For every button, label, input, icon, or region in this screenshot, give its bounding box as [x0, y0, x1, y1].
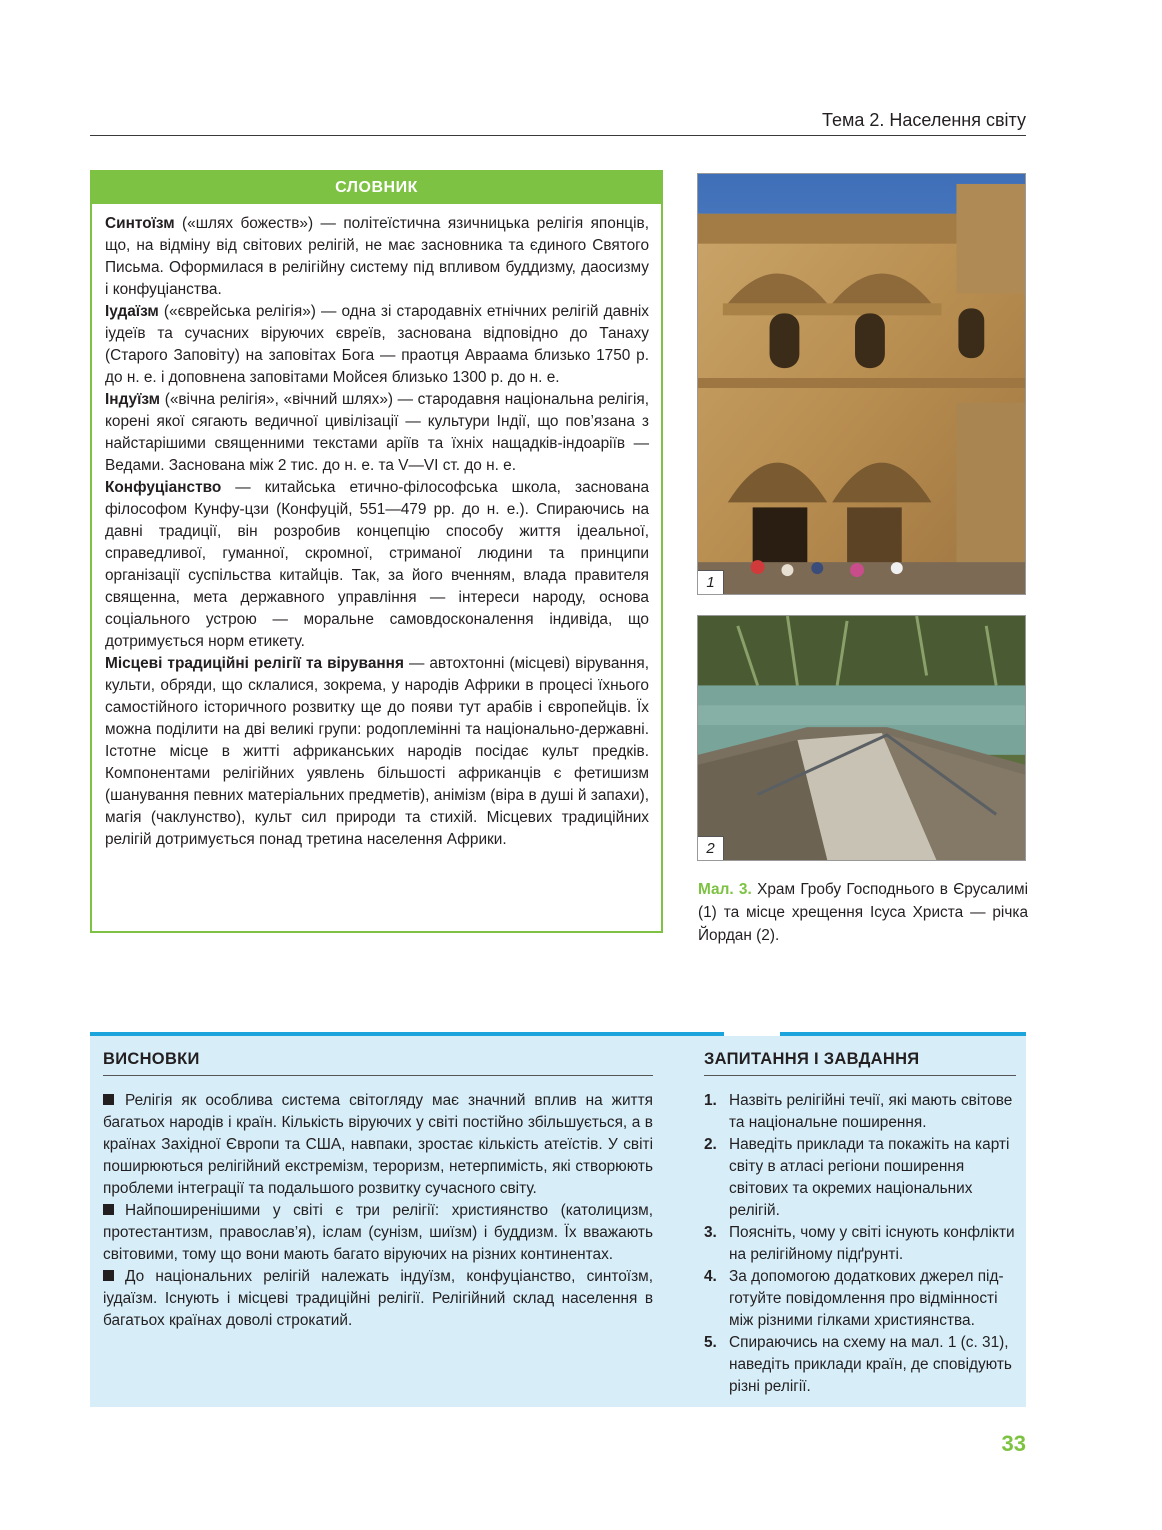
panel-divider-gap [724, 1032, 780, 1036]
conclusion-item [103, 1266, 653, 1332]
glossary-entry-shinto [105, 213, 649, 301]
glossary-box [90, 170, 663, 933]
question-text: Спираючись на схему на мал. 1 (с. 31), наведіть приклади країн, де сповідують різні релігії. [729, 1334, 1012, 1395]
conclusions-section [103, 1050, 653, 1332]
question-number: 3. [704, 1224, 717, 1241]
church-facade-image [698, 174, 1025, 594]
glossary-definition: («єврейська релігія») — одна зі стародавніх етнічних релігій давніх іудеїв та сучасних віруючих євреїв, заснована відповідно до Танаху (Старого Заповіту) на заповітах Бога — праотця Авраама близько 1750 р. до н. е. і доповнена заповітами Мойсея близько 1300 р. до н. е. [105, 303, 649, 386]
conclusion-text: Релігія як особлива система світогляду має значний вплив на життя багатьох народів і країн. Кількість віруючих у світі постійно збільшується, а в країнах Західної Європи та США, навпаки, зростає кількість атеїстів. У світі поширюються релігійний екстремізм, тероризм, нетерпимість, які створюють проблеми інтеграції та подальшого розвитку сучасного світу. [103, 1092, 653, 1197]
question-item [704, 1090, 1016, 1134]
conclusion-text: До національних релігій належать індуїзм, конфуціанство, синтоїзм, іудаїзм. Існують і місцеві традиційні релігії. Релігійний склад населення в багатьох країнах доволі строкатий. [103, 1268, 653, 1329]
glossary-entry-confucianism [105, 477, 649, 653]
glossary-definition: («вічна релігія», «вічний шлях») — стародавня національна релігія, корені якої сягають ведичної цивілізації — культури Індії, що пов’язана з найстарішими священними текстами аріїв та їхніх нащадків-індоаріїв — Ведами. Заснована між 2 тис. до н. е. та V—VI ст. до н. е. [105, 391, 649, 474]
glossary-title: СЛОВНИК [92, 172, 661, 204]
questions-section [704, 1050, 1016, 1398]
square-bullet-icon [103, 1204, 114, 1215]
questions-title: ЗАПИТАННЯ І ЗАВДАННЯ [704, 1050, 1016, 1076]
glossary-body [92, 204, 661, 851]
photo-holy-sepulchre [697, 173, 1026, 595]
summary-panel [90, 1032, 1026, 1407]
glossary-term: Іудаїзм [105, 303, 159, 320]
question-number: 5. [704, 1334, 717, 1351]
question-number: 1. [704, 1092, 717, 1109]
photo-jordan-river [697, 615, 1026, 861]
glossary-term: Синтоїзм [105, 215, 175, 232]
question-text: За допомогою додаткових джерел підготуйте повідомлення про відмінності між різними гілками християнства. [729, 1268, 1004, 1329]
glossary-entry-hinduism [105, 389, 649, 477]
question-item [704, 1266, 1016, 1332]
conclusions-body [103, 1090, 653, 1332]
conclusions-title: ВИСНОВКИ [103, 1050, 653, 1076]
glossary-term: Індуїзм [105, 391, 161, 408]
caption-label: Мал. 3. [698, 881, 752, 898]
photo-number-label: 2 [698, 836, 724, 860]
photo-number-label: 1 [698, 570, 724, 594]
running-header [90, 110, 1026, 136]
question-item [704, 1332, 1016, 1398]
question-item [704, 1134, 1016, 1222]
conclusion-text: Найпоширенішими у світі є три релігії: християнство (католицизм, протестантизм, православ’я), іслам (сунізм, шиїзм) і буддизм. Їх вважають світовими, тому що вони мають багато віруючих на різних континентах. [103, 1202, 653, 1263]
page-number: 33 [1001, 1431, 1026, 1456]
question-text: Назвіть релігійні течії, які мають світове та національне поширення. [729, 1092, 1013, 1131]
question-number: 2. [704, 1136, 717, 1153]
conclusion-item [103, 1200, 653, 1266]
glossary-entry-judaism [105, 301, 649, 389]
figure-caption [698, 878, 1028, 947]
glossary-definition: («шлях божеств») — політеїстична язичницька релігія японців, що, на відміну від світових релігій, не має засновника та єдиного Святого Письма. Оформилася в релігійну систему під впливом буддизму, даосизму і конфуціанства. [105, 215, 649, 298]
glossary-definition: — китайська етично-філософська школа, заснована філософом Кунфу-цзи (Конфуцій, 551—479 рр. до н. е.). Спираючись на давні традиції, він розробив концепцію способу життя ідеальної, справедливої, гуманної, скромної, стриманої людини та принципи організації суспільства китайців. Так, за його вченням, влада правителя священна, мета державного управління — інтереси народу, основа соціального устрою — моральне самовдосконалення індивіда, що дотримується норм етикету. [105, 479, 649, 650]
glossary-term: Конфуціанство [105, 479, 222, 496]
question-text: Поясніть, чому у світі існують конфлікти на релігійному підґрунті. [729, 1224, 1015, 1263]
square-bullet-icon [103, 1270, 114, 1281]
glossary-entry-local-religions [105, 653, 649, 851]
glossary-definition: — автохтонні (місцеві) вірування, культи, обряди, що склалися, зокрема, у народів Африки в процесі їхнього самостійного історичного розвитку ще до появи тут арабів і європейців. Їх можна поділити на дві великі групи: родоплемінні та національно-державні. Істотне місце в житті африканських народів посідає культ предків. Компонентами релігійних уявлень більшості африканців є фетишизм (шанування певних матеріальних предметів), анімізм (віра в душі й запахи), магія (чаклунство), культ сил природи та стихій. Місцевих традиційних релігій дотримується понад третина населення Африки. [105, 655, 649, 848]
caption-text: Храм Гробу Господнього в Єрусалимі (1) та місце хрещення Ісуса Христа — річка Йордан (2). [698, 881, 1029, 944]
conclusion-item [103, 1090, 653, 1200]
question-text: Наведіть приклади та покажіть на карті світу в атласі регіони поширення світових та окремих національних релігій. [729, 1136, 1010, 1219]
questions-list [704, 1090, 1016, 1398]
glossary-term: Місцеві традиційні релігії та вірування [105, 655, 404, 672]
running-title: Тема 2. Населення світу [822, 110, 1026, 130]
question-item [704, 1222, 1016, 1266]
square-bullet-icon [103, 1094, 114, 1105]
river-baptism-site-image [698, 616, 1025, 860]
question-number: 4. [704, 1268, 717, 1285]
